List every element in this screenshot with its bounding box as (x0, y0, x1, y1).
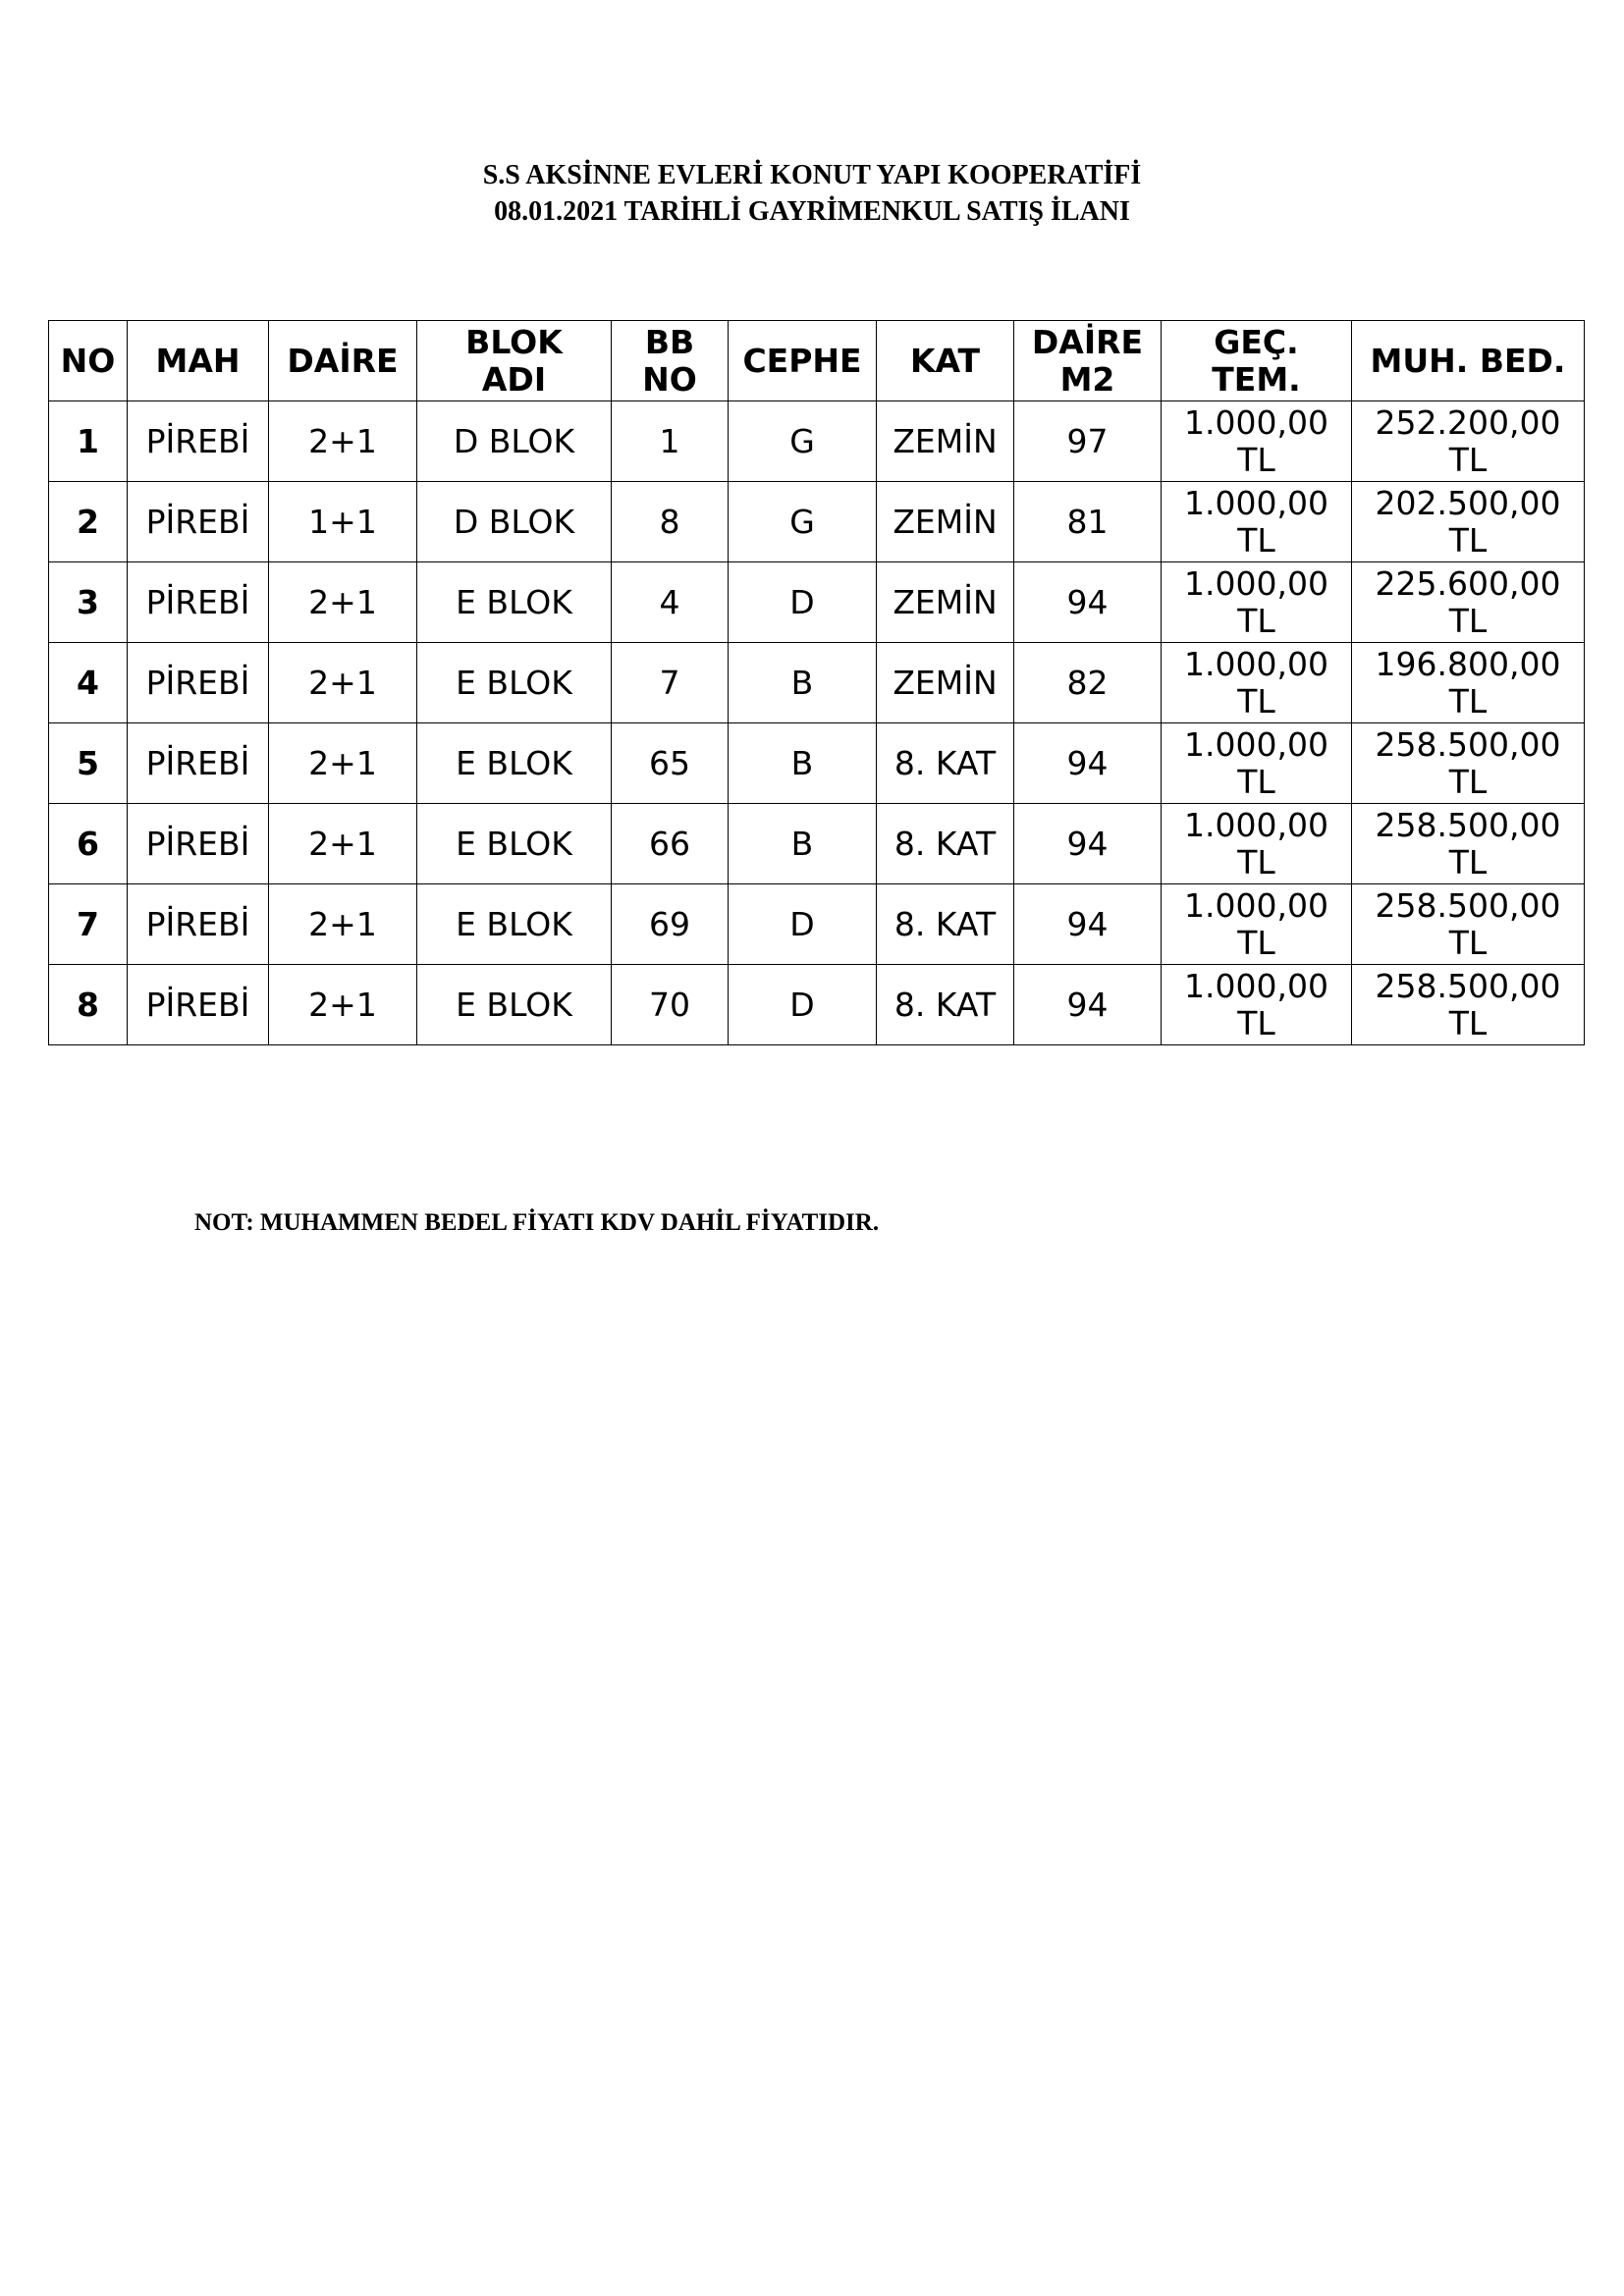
currency-label: TL (1448, 601, 1488, 640)
amount-value: 258.500,00 (1375, 724, 1561, 764)
cell-kat: ZEMİN (877, 643, 1014, 723)
cell-kat: 8. KAT (877, 965, 1014, 1045)
amount-value: 1.000,00 (1184, 402, 1328, 442)
amount-value: 1.000,00 (1184, 563, 1328, 603)
amount-value: 258.500,00 (1375, 966, 1561, 1005)
currency-label: TL (1448, 842, 1488, 881)
column-header-line: DAİRE (287, 341, 399, 380)
currency-label: TL (1448, 440, 1488, 479)
cell-muh-bed (1352, 723, 1585, 804)
currency-label: TL (1448, 681, 1488, 721)
cell-mah: PİREBİ (128, 401, 269, 482)
currency-label: TL (1237, 1003, 1275, 1042)
column-header-line: ADI (481, 359, 547, 399)
cell-cephe: G (729, 401, 877, 482)
cell-daire: 2+1 (269, 884, 417, 965)
column-header-line: TEM. (1212, 359, 1301, 399)
cell-kat: 8. KAT (877, 723, 1014, 804)
cell-mah: PİREBİ (128, 482, 269, 562)
cell-blok: D BLOK (417, 482, 612, 562)
cell-mah: PİREBİ (128, 965, 269, 1045)
amount-value: 1.000,00 (1184, 483, 1328, 522)
cell-daire: 2+1 (269, 643, 417, 723)
cell-muh-bed (1352, 804, 1585, 884)
column-header (612, 321, 729, 401)
column-header-line: BLOK (465, 322, 563, 361)
currency-label: TL (1237, 681, 1275, 721)
column-header-line: MAH (155, 341, 241, 380)
table-row (49, 723, 1585, 804)
cell-kat: ZEMİN (877, 562, 1014, 643)
table-row (49, 643, 1585, 723)
cell-gec-tem (1162, 562, 1352, 643)
cell-daire: 1+1 (269, 482, 417, 562)
amount-value: 258.500,00 (1375, 885, 1561, 925)
cell-no: 1 (49, 401, 128, 482)
amount-value: 1.000,00 (1184, 885, 1328, 925)
amount-value: 1.000,00 (1184, 805, 1328, 844)
cell-mah: PİREBİ (128, 562, 269, 643)
cell-bb-no: 65 (612, 723, 729, 804)
amount-value: 258.500,00 (1375, 805, 1561, 844)
column-header (1162, 321, 1352, 401)
cell-blok: E BLOK (417, 723, 612, 804)
column-header (729, 321, 877, 401)
column-header-line: NO (60, 341, 116, 380)
cell-gec-tem (1162, 482, 1352, 562)
cell-no: 8 (49, 965, 128, 1045)
cell-cephe: D (729, 562, 877, 643)
cell-blok: E BLOK (417, 562, 612, 643)
cell-gec-tem (1162, 965, 1352, 1045)
cell-muh-bed (1352, 482, 1585, 562)
table-row (49, 401, 1585, 482)
table-row (49, 482, 1585, 562)
cell-bb-no: 1 (612, 401, 729, 482)
cell-no: 4 (49, 643, 128, 723)
cell-cephe: D (729, 965, 877, 1045)
cell-kat: ZEMİN (877, 482, 1014, 562)
currency-label: TL (1237, 601, 1275, 640)
cell-cephe: B (729, 723, 877, 804)
cell-blok: E BLOK (417, 965, 612, 1045)
cell-mah: PİREBİ (128, 723, 269, 804)
amount-value: 1.000,00 (1184, 644, 1328, 683)
cell-gec-tem (1162, 804, 1352, 884)
cell-m2: 94 (1014, 804, 1162, 884)
property-table (48, 320, 1585, 1045)
column-header-line: NO (642, 359, 697, 399)
cell-muh-bed (1352, 884, 1585, 965)
column-header-line: CEPHE (742, 341, 862, 380)
cell-m2: 97 (1014, 401, 1162, 482)
cell-blok: E BLOK (417, 804, 612, 884)
footnote: NOT: MUHAMMEN BEDEL FİYATI KDV DAHİL FİYATIDIR. (194, 1209, 880, 1236)
cell-muh-bed (1352, 643, 1585, 723)
amount-value: 1.000,00 (1184, 966, 1328, 1005)
currency-label: TL (1448, 923, 1488, 962)
currency-label: TL (1237, 923, 1275, 962)
cell-muh-bed (1352, 562, 1585, 643)
amount-value: 1.000,00 (1184, 724, 1328, 764)
cell-m2: 94 (1014, 965, 1162, 1045)
cell-m2: 82 (1014, 643, 1162, 723)
cell-daire: 2+1 (269, 562, 417, 643)
cell-daire: 2+1 (269, 401, 417, 482)
cell-bb-no: 7 (612, 643, 729, 723)
cell-gec-tem (1162, 723, 1352, 804)
cell-bb-no: 69 (612, 884, 729, 965)
column-header (269, 321, 417, 401)
table-header (49, 321, 1585, 401)
amount-value: 202.500,00 (1375, 483, 1561, 522)
cell-no: 3 (49, 562, 128, 643)
cell-kat: 8. KAT (877, 804, 1014, 884)
amount-value: 196.800,00 (1375, 644, 1561, 683)
table-row (49, 562, 1585, 643)
table-row (49, 965, 1585, 1045)
table-body (49, 401, 1585, 1045)
currency-label: TL (1237, 520, 1275, 560)
cell-no: 5 (49, 723, 128, 804)
cell-cephe: B (729, 643, 877, 723)
cell-m2: 94 (1014, 562, 1162, 643)
cell-kat: ZEMİN (877, 401, 1014, 482)
cell-m2: 81 (1014, 482, 1162, 562)
column-header (128, 321, 269, 401)
cell-blok: E BLOK (417, 884, 612, 965)
column-header-line: MUH. BED. (1370, 341, 1566, 380)
cell-gec-tem (1162, 401, 1352, 482)
cell-no: 7 (49, 884, 128, 965)
cell-m2: 94 (1014, 723, 1162, 804)
column-header-line: BB (644, 322, 695, 361)
table-row (49, 804, 1585, 884)
cell-cephe: B (729, 804, 877, 884)
cell-m2: 94 (1014, 884, 1162, 965)
currency-label: TL (1237, 842, 1275, 881)
cell-mah: PİREBİ (128, 643, 269, 723)
cell-bb-no: 70 (612, 965, 729, 1045)
cell-gec-tem (1162, 643, 1352, 723)
currency-label: TL (1448, 762, 1488, 801)
cell-muh-bed (1352, 965, 1585, 1045)
cell-blok: D BLOK (417, 401, 612, 482)
column-header-line: M2 (1059, 359, 1115, 399)
cell-no: 2 (49, 482, 128, 562)
cell-blok: E BLOK (417, 643, 612, 723)
cell-no: 6 (49, 804, 128, 884)
column-header-line: GEÇ. (1214, 322, 1299, 361)
cell-bb-no: 66 (612, 804, 729, 884)
document-title (0, 157, 1624, 230)
column-header-line: KAT (909, 341, 981, 380)
table-row (49, 884, 1585, 965)
cell-mah: PİREBİ (128, 884, 269, 965)
currency-label: TL (1237, 440, 1275, 479)
cell-mah: PİREBİ (128, 804, 269, 884)
cell-bb-no: 8 (612, 482, 729, 562)
column-header (1014, 321, 1162, 401)
cell-kat: 8. KAT (877, 884, 1014, 965)
column-header (877, 321, 1014, 401)
column-header (49, 321, 128, 401)
title-cooperative-name: S.S AKSİNNE EVLERİ KONUT YAPI KOOPERATİFİ (482, 160, 1142, 190)
title-sale-notice: 08.01.2021 TARİHLİ GAYRİMENKUL SATIŞ İLANI (494, 196, 1130, 227)
column-header-line: DAİRE (1031, 322, 1144, 361)
amount-value: 225.600,00 (1375, 563, 1561, 603)
currency-label: TL (1448, 520, 1488, 560)
column-header (1352, 321, 1585, 401)
cell-bb-no: 4 (612, 562, 729, 643)
cell-daire: 2+1 (269, 965, 417, 1045)
column-header (417, 321, 612, 401)
cell-daire: 2+1 (269, 804, 417, 884)
cell-cephe: G (729, 482, 877, 562)
cell-gec-tem (1162, 884, 1352, 965)
cell-muh-bed (1352, 401, 1585, 482)
cell-daire: 2+1 (269, 723, 417, 804)
amount-value: 252.200,00 (1375, 402, 1561, 442)
header-row (49, 321, 1585, 401)
cell-cephe: D (729, 884, 877, 965)
currency-label: TL (1448, 1003, 1488, 1042)
currency-label: TL (1237, 762, 1275, 801)
